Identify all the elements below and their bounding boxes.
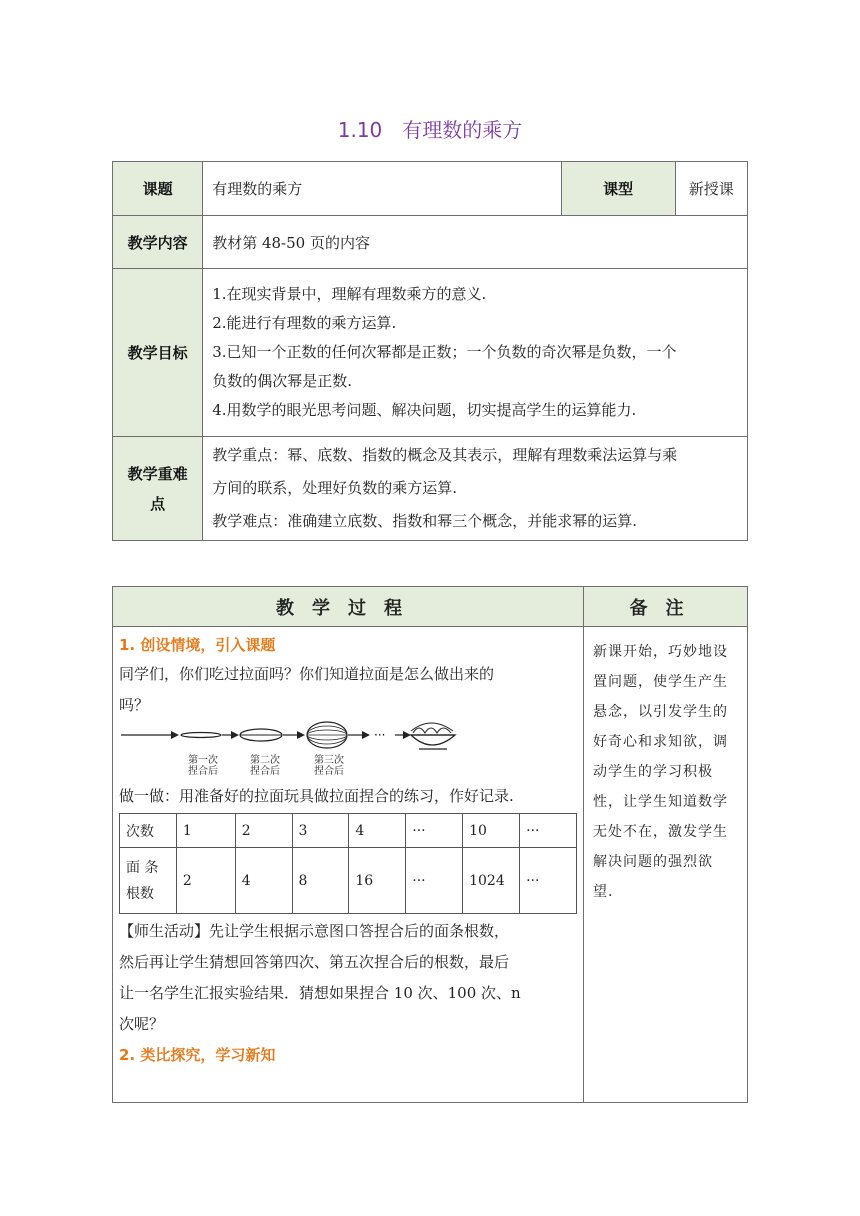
figure-label bbox=[309, 755, 349, 777]
teaching-process-table bbox=[112, 586, 748, 1103]
note-line: 望. bbox=[593, 884, 614, 900]
subject-label: 课题 bbox=[113, 162, 203, 216]
goals-label: 教学目标 bbox=[113, 269, 203, 437]
key-points-cell bbox=[203, 437, 748, 541]
table-cell: 3 bbox=[292, 814, 349, 848]
table-cell: 16 bbox=[349, 848, 406, 914]
lesson-info-table bbox=[112, 161, 748, 541]
page-title: 1.10 有理数的乘方 bbox=[337, 118, 523, 142]
table-cell: 10 bbox=[463, 814, 520, 848]
note-line: 性，让学生知道数学 bbox=[593, 794, 728, 810]
table-cell: 8 bbox=[292, 848, 349, 914]
section1-title: 1. 创设情境，引入课题 bbox=[119, 636, 276, 654]
activity-text-line: 让一名学生汇报实验结果．猜想如果捏合 10 次、100 次、n bbox=[119, 984, 521, 1002]
table-cell: ··· bbox=[520, 848, 577, 914]
key-point-line: 教学难点：准确建立底数、指数和幂三个概念，并能求幂的运算. bbox=[212, 512, 637, 530]
note-line: 无处不在，激发学生 bbox=[593, 824, 728, 840]
note-line: 解决问题的强烈欲 bbox=[593, 854, 713, 870]
goal-line: 3.已知一个正数的任何次幂都是正数；一个负数的奇次幂是负数，一个 bbox=[212, 343, 677, 361]
figure-label-line: 捏合后 bbox=[314, 766, 344, 777]
notes-header: 备注 bbox=[584, 587, 748, 627]
table-cell: 1024 bbox=[463, 848, 520, 914]
table-cell: 4 bbox=[235, 848, 292, 914]
goal-line: 2.能进行有理数的乘方运算. bbox=[212, 314, 397, 332]
table-cell: 4 bbox=[349, 814, 406, 848]
figure-dots: ··· bbox=[374, 728, 386, 742]
subject-value: 有理数的乘方 bbox=[203, 162, 561, 216]
row-label-line: 面 条 bbox=[126, 859, 159, 876]
key-points-label-line: 教学重难 bbox=[127, 464, 188, 483]
figure-label-line: 捏合后 bbox=[188, 766, 218, 777]
content-label: 教学内容 bbox=[113, 216, 203, 269]
figure-label-line: 第三次 bbox=[314, 755, 344, 766]
process-header: 教学过程 bbox=[113, 587, 584, 627]
type-value: 新授课 bbox=[675, 162, 747, 216]
table-cell: ··· bbox=[406, 814, 463, 848]
activity-text-line: 次呢？ bbox=[119, 1015, 165, 1033]
noodle-figure bbox=[119, 721, 577, 781]
note-line: 悬念，以引发学生的 bbox=[593, 704, 728, 720]
key-point-line: 教学重点：幂、底数、指数的概念及其表示，理解有理数乘法运算与乘 bbox=[212, 446, 678, 464]
intro-line: 吗？ bbox=[119, 696, 150, 714]
figure-label-line: 第一次 bbox=[188, 755, 218, 766]
table-cell: ··· bbox=[520, 814, 577, 848]
row-label bbox=[120, 848, 177, 914]
goal-line: 4.用数学的眼光思考问题、解决问题，切实提高学生的运算能力. bbox=[212, 401, 637, 419]
activity-text-line: 然后再让学生猜想回答第四次、第五次捏合后的根数，最后 bbox=[119, 953, 510, 971]
goals-cell bbox=[203, 269, 748, 437]
note-line: 置问题，使学生产生 bbox=[593, 674, 728, 690]
type-label: 课型 bbox=[561, 162, 675, 216]
activity-line: 做一做：用准备好的拉面玩具做拉面捏合的练习，作好记录. bbox=[119, 787, 514, 805]
note-line: 新课开始，巧妙地设 bbox=[593, 644, 728, 660]
row-label-line: 根数 bbox=[126, 885, 154, 902]
figure-label-line: 第二次 bbox=[250, 755, 280, 766]
content-value: 教材第 48-50 页的内容 bbox=[203, 216, 748, 269]
goal-line: 1.在现实背景中，理解有理数乘方的意义. bbox=[212, 285, 487, 303]
noodle-bowl-icon bbox=[411, 723, 455, 749]
row-label: 次数 bbox=[120, 814, 177, 848]
intro-line: 同学们，你们吃过拉面吗？你们知道拉面是怎么做出来的 bbox=[119, 665, 495, 683]
notes-body bbox=[584, 627, 748, 1103]
figure-label bbox=[183, 755, 223, 777]
process-body bbox=[113, 627, 584, 1103]
teacher-activity bbox=[119, 916, 577, 1040]
figure-label-line: 捏合后 bbox=[250, 766, 280, 777]
table-cell: 1 bbox=[176, 814, 235, 848]
key-point-line: 方间的联系，处理好负数的乘方运算. bbox=[212, 479, 457, 497]
goal-line: 负数的偶次幂是正数. bbox=[212, 372, 352, 390]
note-line: 好奇心和求知欲，调 bbox=[593, 734, 728, 750]
figure-label bbox=[245, 755, 285, 777]
key-points-label bbox=[113, 437, 203, 541]
section2-title: 2. 类比探究，学习新知 bbox=[119, 1046, 276, 1064]
table-cell: 2 bbox=[235, 814, 292, 848]
note-line: 动学生的学习积极 bbox=[593, 764, 713, 780]
table-cell: ··· bbox=[406, 848, 463, 914]
activity-text-line: 【师生活动】先让学生根据示意图口答捏合后的面条根数， bbox=[119, 922, 510, 940]
table-cell: 2 bbox=[176, 848, 235, 914]
key-points-label-line: 点 bbox=[150, 494, 166, 513]
noodle-count-table bbox=[119, 813, 577, 914]
